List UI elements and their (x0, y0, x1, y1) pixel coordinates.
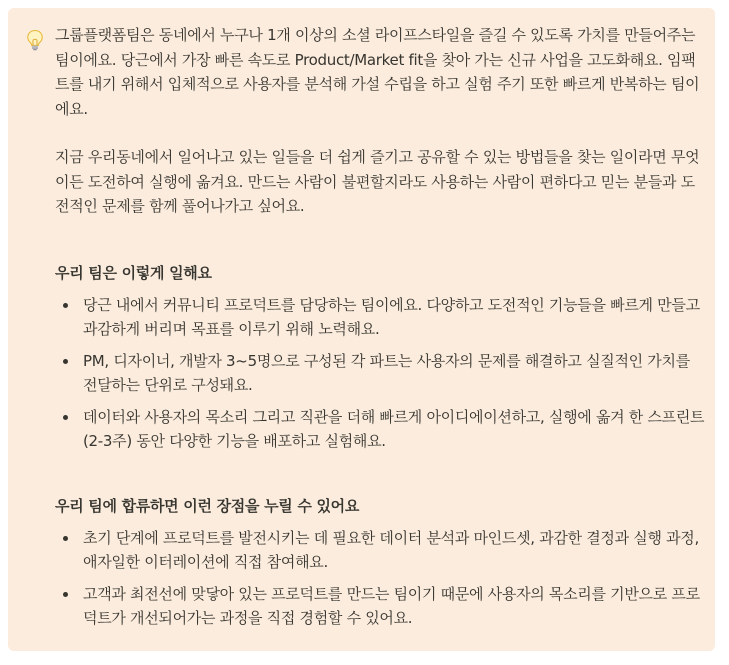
list-item: 데이터와 사용자의 목소리 그리고 직관을 더해 빠르게 아이디에이션하고, 실행에 옮겨 한 스프린트(2-3주) 동안 다양한 기능을 배포하고 실험해요. (55, 405, 705, 454)
bulleted-list-benefits (55, 526, 705, 631)
lightbulb-icon (26, 29, 44, 51)
section-heading-benefits: 우리 팀에 합류하면 이런 장점을 누릴 수 있어요 (55, 496, 360, 515)
callout-content (55, 23, 705, 631)
bulleted-list-how-we-work (55, 293, 705, 454)
callout-block (8, 8, 715, 651)
list-item: 초기 단계에 프로덕트를 발전시키는 데 필요한 데이터 분석과 마인드셋, 과감한 결정과 실행 과정, 애자일한 이터레이션에 직접 참여해요. (55, 526, 705, 575)
intro-paragraph: 그룹플랫폼팀은 동네에서 누구나 1개 이상의 소셜 라이프스타일을 즐길 수 있도록 가치를 만들어주는 팀이에요. 당근에서 가장 빠른 속도로 Product/Market fit을 찾아 가는 신규 사업을 고도화해요. 임팩트를 내기 위해서 입체적으로 사용자를 분석해 가설 수립을 하고 실험 주기 또한 빠르게 반복하는 팀이에요. (55, 26, 700, 118)
list-item: PM, 디자이너, 개발자 3~5명으로 구성된 각 파트는 사용자의 문제를 해결하고 실질적인 가치를 전달하는 단위로 구성돼요. (55, 349, 705, 398)
list-item: 당근 내에서 커뮤니티 프로덕트를 담당하는 팀이에요. 다양하고 도전적인 기능들을 빠르게 만들고 과감하게 버리며 목표를 이루기 위해 노력해요. (55, 293, 705, 342)
list-item: 고객과 최전선에 맞닿아 있는 프로덕트를 만드는 팀이기 때문에 사용자의 목소리를 기반으로 프로덕트가 개선되어가는 과정을 직접 경험할 수 있어요. (55, 582, 705, 631)
section-heading-how-we-work: 우리 팀은 이렇게 일해요 (55, 263, 212, 282)
intro-paragraph: 지금 우리동네에서 일어나고 있는 일들을 더 쉽게 즐기고 공유할 수 있는 방법들을 찾는 일이라면 무엇이든 도전하여 실행에 옮겨요. 만드는 사람이 불편할지라도 사용하는 사람이 편하다고 믿는 분들과 도전적인 문제를 함께 풀어나가고 싶어요. (55, 148, 700, 215)
